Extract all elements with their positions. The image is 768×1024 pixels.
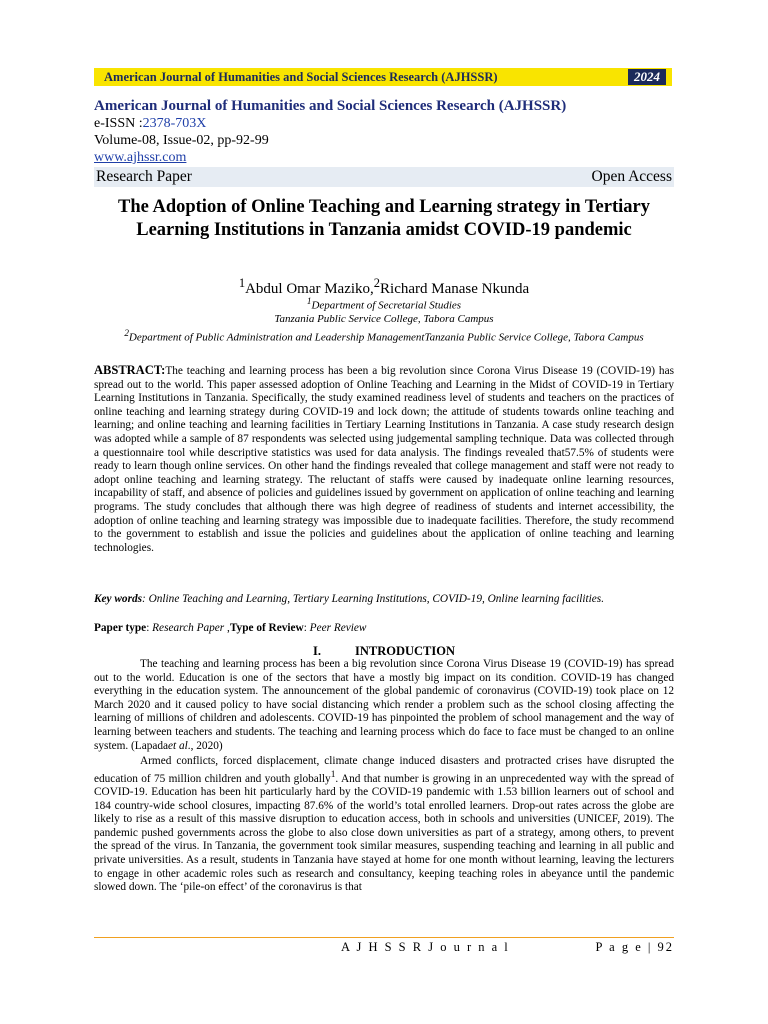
footer-rule: [94, 937, 674, 938]
issn-label: e-ISSN :: [94, 116, 143, 131]
intro-p1-end: ., 2020): [187, 739, 223, 752]
header-year: 2024: [628, 69, 666, 85]
review-type-value: Peer Review: [309, 622, 367, 634]
volume-info: Volume-08, Issue-02, pp-92-99: [94, 133, 269, 148]
banner-open-access: Open Access: [591, 168, 672, 185]
abstract: [94, 364, 674, 555]
affil2-sup: 2: [124, 327, 129, 338]
footer-page-number: P a g e | 92: [595, 940, 674, 954]
paper-type-value: Research Paper: [152, 622, 225, 634]
journal-header-bar: [94, 68, 672, 86]
issn-line: [94, 115, 566, 132]
affil2: Department of Public Administration and Leadership ManagementTanzania Public Service College, Tabora Campus: [128, 331, 644, 344]
header-journal-name: American Journal of Humanities and Social Sciences Research (AJHSSR): [104, 69, 498, 84]
keywords-label: Key words: [94, 593, 143, 605]
journal-url-link[interactable]: www.ajhssr.com: [94, 150, 187, 165]
author1: Abdul Omar Maziko,: [245, 281, 374, 297]
intro-p2-text-a: Armed conflicts, forced displacement, climate change induced disasters and protracted crises have disrupted the education of 75 million children and youth globally: [94, 755, 674, 785]
banner-research-paper: Research Paper: [96, 168, 192, 185]
keywords: [94, 593, 674, 607]
journal-title: American Journal of Humanities and Social Sciences Research (AJHSSR): [94, 98, 567, 114]
affiliations: [94, 295, 674, 345]
intro-p1-etal: et al: [168, 739, 188, 752]
introduction-body: [94, 658, 674, 897]
section-title: INTRODUCTION: [354, 644, 455, 658]
intro-paragraph-2: [94, 755, 674, 895]
paper-type-banner: [94, 167, 674, 187]
author2-sup: 2: [373, 276, 381, 290]
review-type-label: Type of Review: [229, 622, 304, 634]
affil1-sup: 1: [306, 296, 312, 306]
paper-type-label: Paper type: [94, 622, 147, 634]
paper-title: The Adoption of Online Teaching and Learning strategy in Tertiary Learning Institutions in Tanzania amidst COVID-19 pandemic: [118, 197, 650, 240]
intro-p2-text-b: . And that number is growing in an unprecedented way with the spread of COVID-19. Education has been hit particularly hard by the COVID-19 pandemic with 1.53 billion learners out of school and 184 country-wide school closures, impacting 87.6% of the world’s total enrolled learners. Drop-out rates across the globe are likely to rise as a result of this massive disruption to education access, both in schools and universities (UNICEF, 2019). The pandemic pushed governments across the globe to also close down universities as part of a strategy, among others, to prevent the spread of the virus. In Tanzania, the government took similar measures, suspending teaching and learning in all public and private universities. As a result, students in Tanzania have stayed at home for one month without learning, leaving the lecturers to engage in other academic roles such as research and consultancy, keeping teaching roles in abeyance until the pandemic slowed down. The ‘pile-on effect’ of the coronavirus is that: [94, 772, 674, 894]
journal-meta: [94, 98, 566, 166]
affil1-line1: Department of Secretarial Studies: [311, 299, 462, 312]
affil1-line2: Tanzania Public Service College, Tabora Campus: [274, 313, 494, 326]
section-number: I.: [312, 644, 321, 658]
paper-type-line: Paper type: Research Paper ,Type of Review: Peer Review: [94, 622, 367, 634]
keywords-text: : Online Teaching and Learning, Tertiary Learning Institutions, COVID-19, Online learning facilities.: [142, 593, 605, 605]
footer-journal: A J H S S R J o u r n a l: [341, 940, 510, 954]
footnote-ref: 1: [330, 769, 336, 780]
intro-p1-text: The teaching and learning process has been a big revolution since Corona Virus Disease 19 (COVID-19) has spread out to the world. Education is one of the sectors that have a mostly big impact on its condition. COVID-19 has changed everything in the education system. The announcement of the global pandemic of coronavirus (COVID-19) took place on 12 March 2020 and it caused policy to have social distancing which render a problem such as the school closing affecting the learning of millions of children and adolescents. COVID-19 has pinpointed the problem of school management and the way of learning between teachers and students. The teaching and learning process which do face to face must be changed to an online system. (Lapada: [94, 658, 674, 752]
issn-number: 2378-703X: [142, 116, 207, 131]
intro-paragraph-1: [94, 658, 674, 753]
section-heading: [94, 644, 674, 659]
author2: Richard Manase Nkunda: [380, 281, 530, 297]
abstract-label: ABSTRACT:: [94, 363, 166, 377]
author1-sup: 1: [238, 276, 246, 290]
abstract-text: The teaching and learning process has been a big revolution since Corona Virus Disease 19 (COVID-19) has spread out to the world. This paper assessed adoption of Online Teaching and Learning in the Midst of COVID-19 in Tertiary Learning Institutions in Tanzania. Specifically, the study examined readiness level of students and teachers on the practices of online teaching and learning strategy during COVID-19 and lock down; the attitude of students towards online teaching and learning; and online teaching and learning facilities in Tertiary Learning Institutions in Tanzania. A case study research design was adopted while a sample of 87 respondents was selected using judgemental sampling technique. Data was collected through a questionnaire tool while descriptive statistics was used for data analysis. The findings revealed that57.5% of students were ready to learn though online services. On other hand the findings revealed that college management and staff were not ready to adopt online teaching and learning strategy. The reluctant of staffs were caused by inadequate online learning resources, incapability of staff, and absence of policies and guidelines issued by government on application of online teaching and learning programs. The study concludes that although there was high degree of readiness of students and internet accessibility, the adoption of online teaching and learning strategy was impossible due to inadequate facilities. Therefore, the study recommend to the government to establish and issue the policies and guidelines about the application of online teaching and learning technologies.: [94, 365, 674, 554]
